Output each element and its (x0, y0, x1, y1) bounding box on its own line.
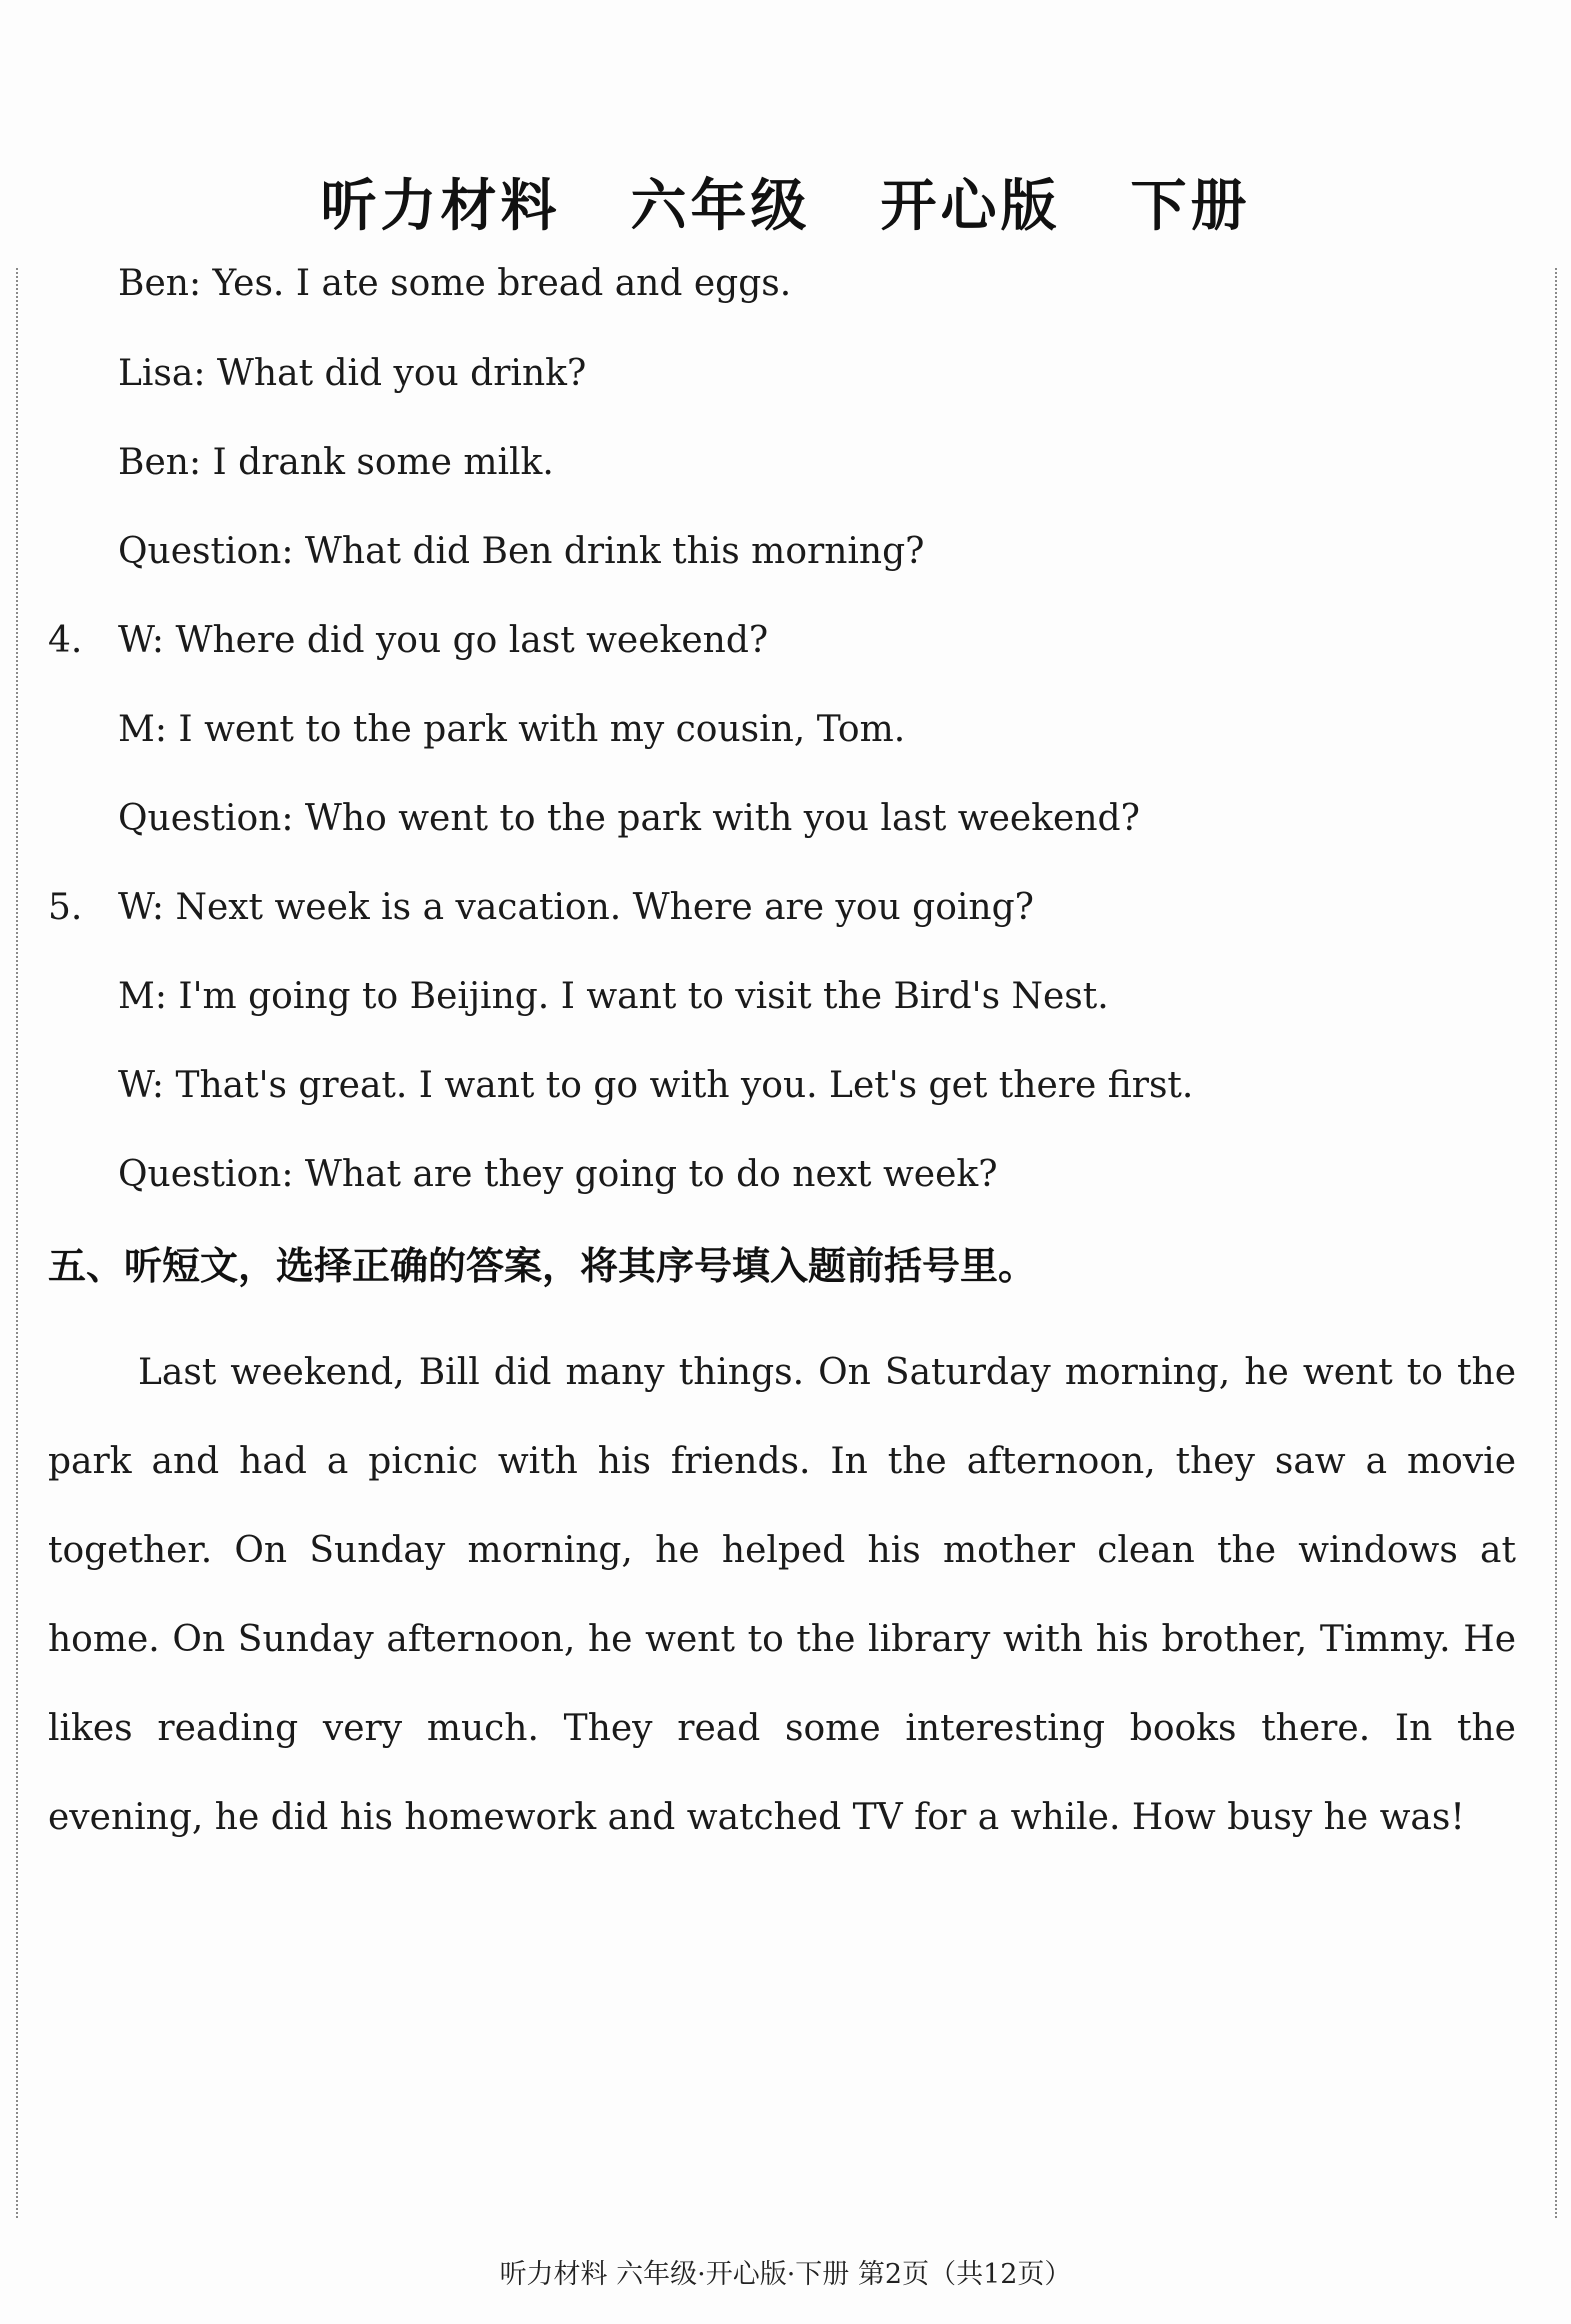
question-number: 5. (48, 887, 83, 928)
dialogue-line: W: Next week is a vacation. Where are you going? (118, 887, 1034, 928)
title-part-material: 听力材料 (320, 174, 561, 239)
listening-passage: Last weekend, Bill did many things. On Saturday morning, he went to the park and had a picnic with his friends. In the afternoon, they saw a movie together. On Sunday morning, he helped his mother clean the windows at home. On Sunday afternoon, he went to the library with his brother, Timmy. He likes reading very much. They read some interesting books there. In the evening, he did his homework and watched TV for a while. How busy he was! (48, 1352, 1516, 1838)
title-part-edition: 开心版 (880, 174, 1061, 239)
dialogue-line: Question: What did Ben drink this morning? (118, 531, 925, 572)
page-footer: 听力材料 六年级·开心版·下册 第2页（共12页） (499, 2259, 1072, 2290)
dialogue-line: M: I'm going to Beijing. I want to visit the Bird's Nest. (118, 976, 1109, 1017)
dialogue-line: W: That's great. I want to go with you. Let's get there first. (118, 1065, 1194, 1106)
section-heading: 五、听短文，选择正确的答案，将其序号填入题前括号里。 (48, 1244, 1037, 1288)
page-title (0, 162, 1571, 242)
dialogue-line: Ben: I drank some milk. (118, 442, 554, 483)
dialogue-line: W: Where did you go last weekend? (118, 620, 769, 661)
dialogue-line: M: I went to the park with my cousin, Tom. (118, 709, 906, 750)
dialogue-line: Ben: Yes. I ate some bread and eggs. (118, 263, 792, 304)
question-number: 4. (48, 620, 83, 661)
left-margin-rule (16, 268, 18, 2218)
title-part-volume: 下册 (1130, 174, 1251, 239)
title-part-grade: 六年级 (630, 174, 811, 239)
right-margin-rule (1555, 268, 1557, 2218)
dialogue-line: Question: What are they going to do next week? (118, 1154, 998, 1195)
dialogue-line: Lisa: What did you drink? (118, 353, 587, 394)
dialogue-line: Question: Who went to the park with you last weekend? (118, 798, 1140, 839)
